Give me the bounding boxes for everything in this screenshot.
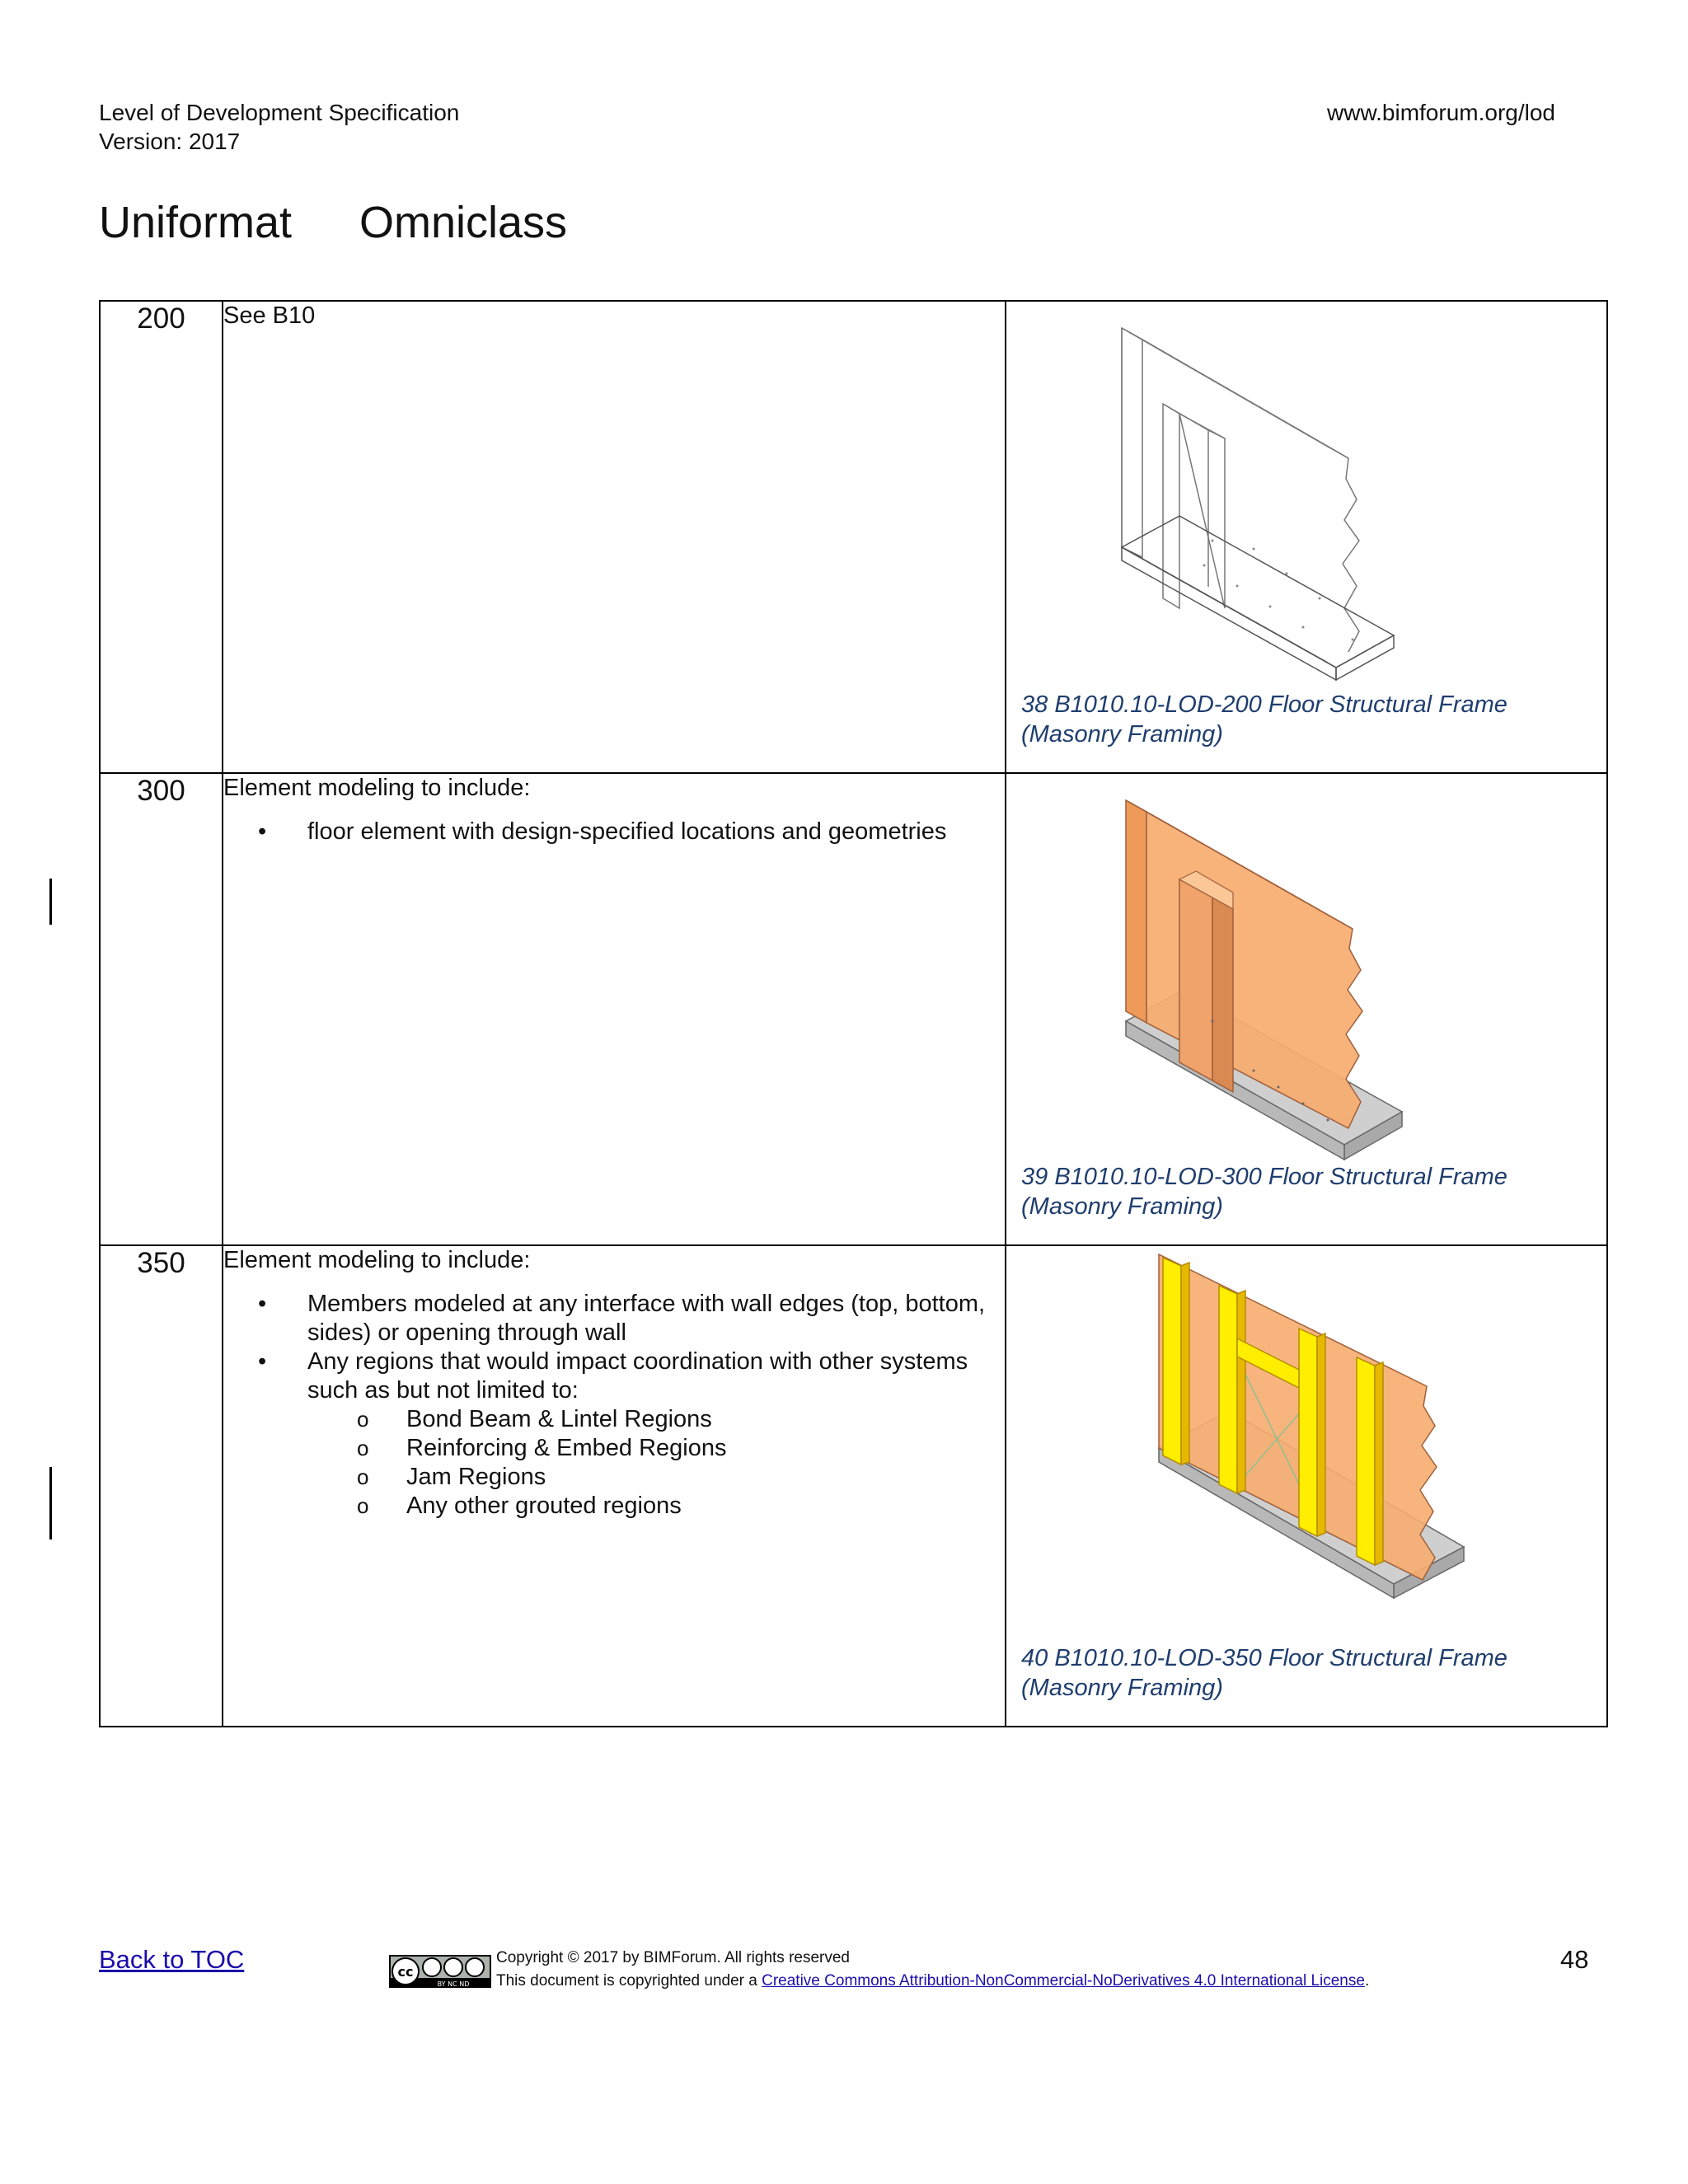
sub-list-item: o Jam Regions <box>406 1463 1005 1492</box>
license-text: This document is copyrighted under a Creative Commons Attribution-NonCommercial-NoDerivatives 4.0 International License. <box>496 1972 1370 1990</box>
requirement-list <box>223 818 1005 846</box>
table-row <box>100 1245 1607 1727</box>
figure-caption: 40 B1010.10-LOD-350 Floor Structural Frame (Masonry Framing) <box>1021 1645 1507 1701</box>
list-item: • Members modeled at any interface with wall edges (top, bottom, sides) or opening through wall <box>307 1290 1005 1347</box>
sub-list <box>307 1405 1005 1521</box>
figure-cell <box>1006 1245 1607 1727</box>
description-intro: Element modeling to include: <box>223 1247 531 1273</box>
figure-cell <box>1006 773 1607 1245</box>
figure-caption: 38 B1010.10-LOD-200 Floor Structural Frame (Masonry Framing) <box>1021 691 1507 748</box>
sub-list-item: o Bond Beam & Lintel Regions <box>406 1405 1005 1434</box>
lod-level: 200 <box>100 301 223 773</box>
requirement-list <box>223 1290 1005 1521</box>
lod-table <box>99 300 1608 1727</box>
license-link[interactable]: Creative Commons Attribution-NonCommercial-NoDerivatives 4.0 International License <box>762 1972 1365 1990</box>
lod-level: 350 <box>100 1245 223 1727</box>
sub-list-item: o Reinforcing & Embed Regions <box>406 1434 1005 1463</box>
sub-list-item: o Any other grouted regions <box>406 1492 1005 1521</box>
svg-text:cc: cc <box>397 1964 414 1980</box>
section-uniformat: Uniformat <box>99 198 293 247</box>
doc-version: Version: 2017 <box>99 129 241 154</box>
lod-description <box>223 301 1006 773</box>
list-item: • Any regions that would impact coordination with other systems such as but not limited to: o Bond Beam & Lintel Regions o Reinforcing & Embed Regions o Jam Regions o Any other grouted regions <box>307 1347 1005 1521</box>
back-to-toc-link[interactable]: Back to TOC <box>99 1945 245 1974</box>
doc-title: Level of Development Specification <box>99 100 460 125</box>
website-url[interactable]: www.bimforum.org/lod <box>1327 100 1555 125</box>
revision-bar <box>49 1467 52 1540</box>
figure-cell <box>1006 301 1607 773</box>
figure-caption: 39 B1010.10-LOD-300 Floor Structural Frame (Masonry Framing) <box>1021 1164 1507 1220</box>
description-intro: Element modeling to include: <box>223 775 531 801</box>
lod-level: 300 <box>100 773 223 1245</box>
list-item: • floor element with design-specified locations and geometries <box>307 818 1005 846</box>
table-row <box>100 773 1607 1245</box>
svg-text:BY NC ND: BY NC ND <box>437 1980 470 1988</box>
section-omniclass: Omniclass <box>359 198 568 247</box>
lod-description <box>223 773 1006 1245</box>
lod-description <box>223 1245 1006 1727</box>
page-number: 48 <box>1560 1945 1589 1974</box>
copyright-text: Copyright © 2017 by BIMForum. All rights reserved <box>496 1949 851 1966</box>
copyright-block <box>496 1947 1485 1993</box>
revision-bar <box>49 879 52 925</box>
table-row <box>100 301 1607 773</box>
creative-commons-badge <box>389 1955 491 1988</box>
description-intro: See B10 <box>223 302 316 329</box>
